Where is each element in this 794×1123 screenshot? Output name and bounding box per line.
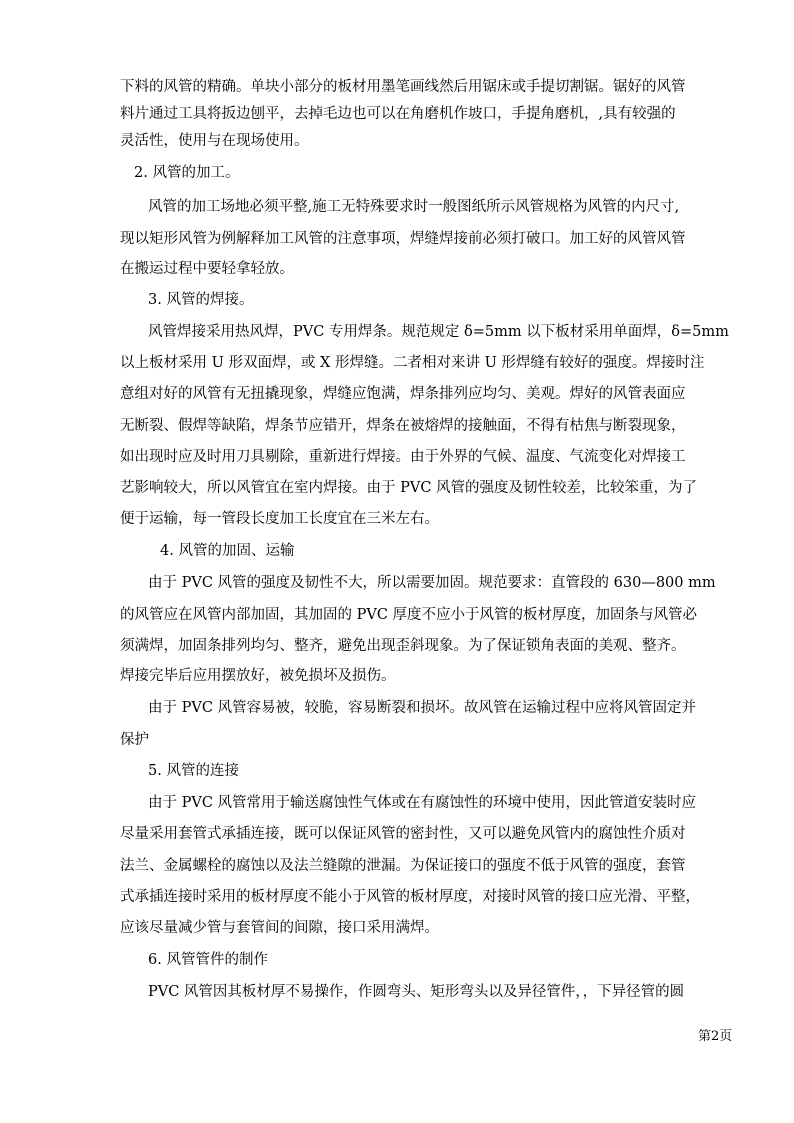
text-line: 由于 PVC 风管容易被，较脆，容易断裂和损坏。故风管在运输过程中应将风管固定并 [148,700,697,716]
text-line: 由于 PVC 风管的强度及韧性不大，所以需要加固。规范要求：直管段的 630—800 mm [148,575,716,591]
text-line: 式承插连接时采用的板材厚度不能小于风管的板材厚度，对接时风管的接口应光滑、平整， [120,889,700,905]
text-line: 的风管应在风管内部加固，其加固的 PVC 厚度不应小于风管的板材厚度，加固条与风管必 [120,607,698,623]
text-line: 艺影响较大，所以风管宜在室内焊接。由于 PVC 风管的强度及韧性较差，比较笨重，为了 [120,480,698,496]
text-line: 保护 [120,732,149,748]
text-line: 法兰、金属螺栓的腐蚀以及法兰缝隙的泄漏。为保证接口的强度不低于风管的强度，套管 [120,858,686,874]
section-heading: 2. 风管的加工。 [134,165,240,181]
text-line: 焊接完毕后应用摆放好，被免损坏及损伤。 [120,668,396,684]
text-line: 下料的风管的精确。单块小部分的板材用墨笔画线然后用锯床或手提切割锯。锯好的风管 [120,79,686,95]
text-line: 灵活性，使用与在现场使用。 [120,133,309,149]
text-line: 尽量采用套管式承插连接，既可以保证风管的密封性，又可以避免风管内的腐蚀性介质对 [120,826,686,842]
text-line: 风管焊接采用热风焊，PVC 专用焊条。规范规定 δ=5mm 以下板材采用单面焊，δ=5mm [148,324,729,340]
text-line: 须满焊，加固条排列均匀、整齐，避免出现歪斜现象。为了保证锁角表面的美观、整齐。 [120,638,686,654]
text-line: 应该尽量减少管与套管间的间隙，接口采用满焊。 [120,920,439,936]
text-line: 便于运输，每一管段长度加工长度宜在三米左右。 [120,511,439,527]
text-line: 以上板材采用 U 形双面焊，或 X 形焊缝。二者相对来讲 U 形焊缝有较好的强度。焊接时注 [120,355,705,371]
section-heading: 6. 风管管件的制作 [148,952,268,968]
text-line: 在搬运过程中要轻拿轻放。 [120,261,294,277]
text-line: 意组对好的风管有无扭撬现象，焊缝应饱满，焊条排列应均匀、美观。焊好的风管表面应 [120,386,686,402]
text-line: 风管的加工场地必须平整,施工无特殊要求时一般图纸所示风管规格为风管的内尺寸, [148,199,680,215]
text-line: PVC 风管因其板材厚不易操作，作圆弯头、矩形弯头以及异径管件，，下异径管的圆 [148,984,685,1000]
text-line: 由于 PVC 风管常用于输送腐蚀性气体或在有腐蚀性的环境中使用，因此管道安装时应 [148,795,697,811]
text-line: 现以矩形风管为例解释加工风管的注意事项，焊缝焊接前必须打破口。加工好的风管风管 [120,231,686,247]
text-line: 料片通过工具将扳边刨平，去掉毛边也可以在角磨机作坡口，手提角磨机，,具有较强的 [120,106,676,122]
section-heading: 3. 风管的焊接。 [148,292,254,308]
section-heading: 4. 风管的加固、运输 [160,543,295,559]
section-heading: 5. 风管的连接 [148,763,239,779]
text-line: 如出现时应及时用刀具剔除，重新进行焊接。由于外界的气候、温度、气流变化对焊接工 [120,449,686,465]
page-number: 第2页 [698,1029,733,1044]
text-line: 无断裂、假焊等缺陷，焊条节应错开，焊条在被熔焊的接触面，不得有枯焦与断裂现象， [120,418,686,434]
